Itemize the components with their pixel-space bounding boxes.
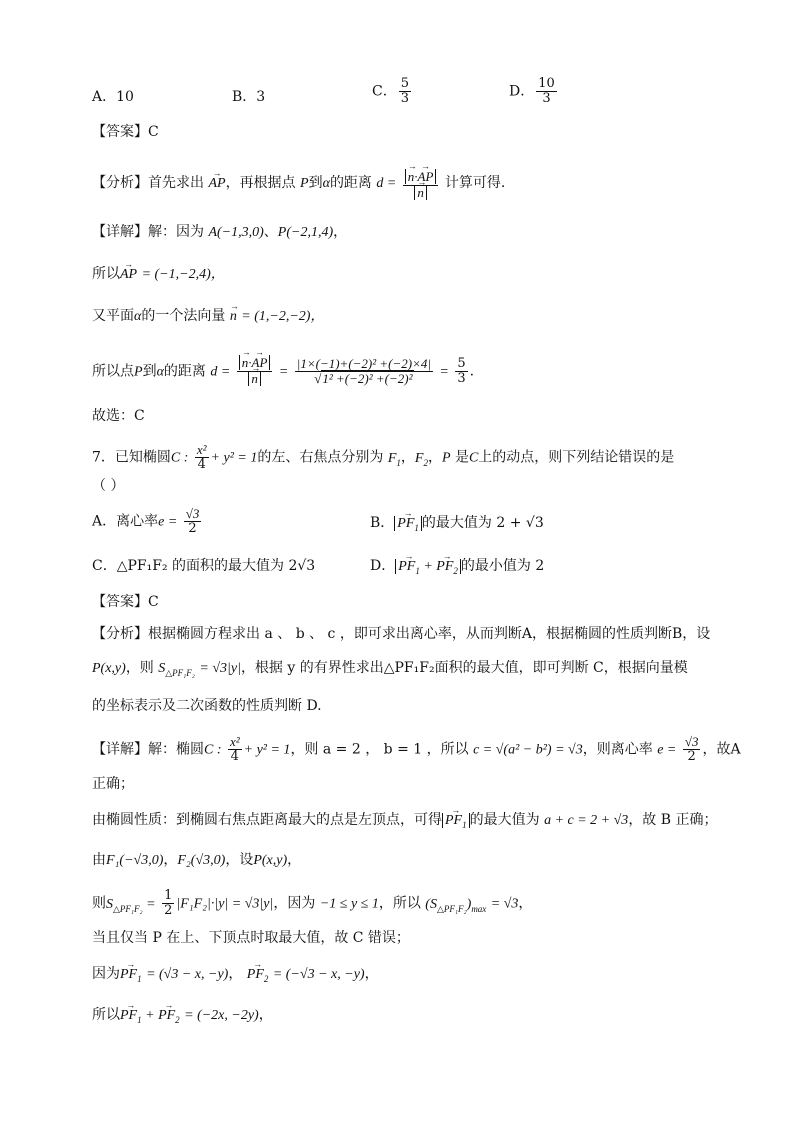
distance-denominator: 1² +(−2)² +(−2)²	[322, 371, 413, 386]
detail-text: ，因为	[273, 895, 316, 912]
separator: ，	[518, 895, 533, 912]
ellipse-denominator: 4	[230, 749, 239, 764]
q6-option-c-den: 3	[400, 91, 409, 106]
stem-text: 上的动点，则下列结论错误的是	[478, 449, 675, 466]
q6-answer	[92, 122, 702, 142]
area-expression: = √3|y|	[199, 661, 241, 676]
distance-numerator: |1×(−1)+(−2)² +(−2)×4|	[296, 356, 431, 371]
q6-option-d-den: 3	[542, 91, 551, 106]
separator: ，	[287, 852, 302, 868]
ellipse-equation-rest: + y² = 1	[210, 450, 258, 466]
q7-detail-3: 由椭圆性质：到椭圆右焦点距离最大的点是左顶点，可得→ $PF_1$ 的最大值为 a + c = 2 + √3，故 B 正确；	[92, 810, 702, 835]
q6-detail-4: 所以点P到α的距离 d = → n·→ AP → n = $\frac{\text{|1×(−1)+(−2)² +(−2)×4|}}{\text{√1² +(−2)² +(−2)²}}$ = $\frac{5}{3}$ .	[92, 356, 702, 387]
stem-text: 7．已知椭圆	[92, 449, 171, 466]
q6-option-a: A．10	[92, 89, 134, 105]
detail-text: 所以点	[92, 363, 134, 380]
q7-option-b: B．→ $PF_1$ 的最大值为 2 + √3	[370, 513, 544, 538]
q6-option-d	[509, 77, 559, 106]
ellipse-equation-rest: + y² = 1	[243, 742, 291, 758]
ellipse-numerator: x²	[196, 442, 207, 457]
analysis-text: 的距离	[329, 175, 372, 191]
q6-option-c	[372, 77, 413, 106]
analysis-text: 到	[308, 175, 323, 191]
stem-text: ，	[427, 449, 442, 466]
analysis-text: 根据椭圆方程求出 a 、 b 、 c ，即可求出离心率，从而判断A，根据椭圆的性质判断B，设	[148, 626, 711, 642]
answer-tag: 【答案】	[92, 594, 148, 610]
detail-text: ，则离心率	[582, 741, 653, 758]
max-area: = √3	[490, 896, 519, 912]
separator: ，	[364, 966, 379, 982]
c-value: c = √(a² − b²) = √3	[473, 742, 583, 758]
q7-option-d-text: 的最小值为 2	[460, 558, 545, 574]
q7-detail-7: 因为→ $PF_1 = (√3 - x$, −y)， → $PF_2 = (-√3 - x$, −y)，	[92, 964, 702, 989]
normal-vector-value: = (1,−2,−2)，	[241, 309, 325, 324]
y-range: −1 ≤ y ≤ 1	[319, 896, 379, 912]
detail-tag: 【详解】	[92, 741, 148, 758]
q7-option-d: D．→ $PF_1$ + → $PF_2$ 的最小值为 2	[370, 556, 544, 581]
answer-value: C	[148, 594, 159, 610]
q7-detail-4	[92, 850, 702, 871]
detail-text: 由椭圆性质：到椭圆右焦点距离最大的点是左顶点，可得	[92, 812, 442, 828]
detail-text: 解：因为	[148, 224, 204, 240]
analysis-text: ，则	[125, 660, 154, 676]
q7-detail-1: 【详解】解：椭圆C : $\frac{\text{x²}}{4}$ + y² = 1，则 a = 2 ， b = 1 ，所以 c = √(a² − b²) = √3，则离心率 e = $\frac{√3}{2}$ ，故A	[92, 734, 741, 764]
vector-ap-value: = (−1,−2,4)，	[141, 267, 225, 282]
q6-detail-1	[92, 222, 702, 243]
q7-option-b-text: 的最大值为 2 + √3	[421, 515, 544, 531]
detail-text: 解：椭圆	[148, 741, 204, 758]
detail-text: ，故 B 正确；	[628, 812, 718, 828]
ellipse-numerator: x²	[229, 734, 240, 749]
q6-option-b: B．3	[232, 89, 266, 105]
q7-paren: （ ）	[92, 478, 125, 494]
q6-conclusion: 故选：C	[92, 408, 145, 424]
detail-text: 所以	[92, 1007, 120, 1023]
analysis-text: 首先求出	[148, 175, 204, 191]
q7-option-c: C．△PF₁F₂ 的面积的最大值为 2√3	[92, 558, 316, 574]
q6-option-d-num: 10	[538, 76, 555, 91]
q7-detail-5: 则$S_{\triangle PF_1F_2}$ = $\frac{1}{2}$ |F₁F₂|·|y| = √3|y|，因为 −1 ≤ y ≤ 1，所以 $(S_{\triangle PF_1F_2})_{max} = √3$，	[92, 888, 533, 918]
analysis-text: ，再根据点	[225, 175, 296, 191]
q6-option-c-num: 5	[400, 76, 409, 91]
separator: ，	[228, 966, 243, 982]
detail-tag: 【详解】	[92, 224, 148, 240]
q7-option-a-label: A．离心率	[92, 513, 159, 530]
detail-text: 到	[142, 363, 157, 380]
q7-detail-2: 正确；	[92, 776, 134, 792]
q7-analysis-2: P(x,y)，则 $S_{\triangle PF_1F_2} = √3|y|$，根据 y 的有界性求出△PF₁F₂面积的最大值，即可判断 C，根据向量模	[92, 660, 688, 678]
vector-pf1: = (√3 − x, −y)	[146, 967, 229, 982]
q7-answer	[92, 592, 702, 612]
detail-text: ，故A	[702, 741, 741, 758]
analysis-text: ，根据 y 的有界性求出△PF₁F₂面积的最大值，即可判断 C，根据向量模	[240, 660, 688, 676]
vector-pf2: = (−√3 − x, −y)	[272, 967, 365, 982]
q7-detail-8: 所以→ $PF_1$ + → $PF_2 = (-2x$, −2y)，	[92, 1005, 702, 1030]
analysis-tag: 【分析】	[92, 626, 148, 642]
max-value: a + c = 2 + √3	[544, 813, 629, 828]
answer-tag: 【答案】	[92, 124, 148, 140]
detail-text: ，则 a = 2 ， b = 1 ，所以	[290, 741, 469, 758]
eccentricity-num: √3	[185, 506, 200, 521]
eccentricity-den: 2	[687, 749, 696, 764]
analysis-text: 计算可得.	[444, 175, 506, 191]
focus-f1: F₁(−√3,0)	[106, 853, 164, 868]
detail-text: ，	[333, 224, 348, 240]
stem-text: ，	[400, 449, 415, 466]
q7-stem: 7．已知椭圆C : $\frac{\text{x²}}{4}$ + y² = 1的左、右焦点分别为 $F_1$，$F_2$，P 是C上的动点，则下列结论错误的是	[92, 442, 675, 472]
q7-option-b-label: B．	[370, 515, 395, 531]
q7-option-d-label: D．	[370, 558, 396, 574]
detail-text: 所以	[92, 266, 120, 282]
area-formula: |F₁F₂|·|y| = √3|y|	[176, 896, 274, 912]
q7-analysis-3: 的坐标表示及二次函数的性质判断 D.	[92, 698, 322, 714]
analysis-tag: 【分析】	[92, 175, 148, 191]
separator: ，	[258, 1007, 273, 1023]
distance-result-den: 3	[457, 371, 466, 386]
distance-result-num: 5	[457, 356, 466, 371]
q6-detail-3: 又平面α的一个法向量 → n = (1,−2,−2)，	[92, 306, 702, 327]
detail-text: 的一个法向量	[141, 308, 226, 324]
q6-analysis: 【分析】首先求出 → AP，再根据点 P到α的距离 d = → n·→ AP → n 计算可得.	[92, 170, 702, 201]
stem-text: 的左、右焦点分别为	[257, 449, 384, 466]
point-p: P(−2,1,4)	[277, 225, 334, 240]
vector-sum: = (−2x, −2y)	[184, 1008, 259, 1023]
q7-analysis-1	[92, 624, 711, 644]
eccentricity-num: √3	[684, 734, 699, 749]
detail-text: ，所以	[378, 895, 421, 912]
eccentricity-den: 2	[188, 521, 197, 536]
detail-text: ，设	[225, 852, 254, 868]
point-a: A(−1,3,0)	[208, 225, 264, 240]
q6-option-d-label: D．	[509, 83, 535, 100]
focus-f2: F₂(√3,0)	[177, 853, 226, 868]
q7-detail-6: 当且仅当 P 在上、下顶点时取最大值，故 C 错误；	[92, 930, 410, 946]
detail-text: 则	[92, 895, 106, 912]
point-p: P(x,y)	[92, 661, 126, 676]
stem-text: 是	[454, 449, 469, 466]
answer-value: C	[148, 124, 159, 140]
detail-text: 因为	[92, 966, 120, 982]
detail-text: 的最大值为	[469, 812, 540, 828]
detail-text: 由	[92, 852, 106, 868]
detail-text: 的距离	[163, 363, 206, 380]
q6-detail-2: 所以→ AP = (−1,−2,4)，	[92, 264, 702, 285]
q6-option-c-label: C．	[372, 83, 397, 100]
separator: ，	[163, 852, 178, 868]
detail-text: 又平面	[92, 308, 134, 324]
q7-option-a: A．离心率e = $\frac{√3}{2}$	[92, 506, 200, 536]
point-p: P(x,y)	[253, 853, 288, 868]
separator: 、	[263, 224, 278, 240]
ellipse-denominator: 4	[197, 457, 206, 472]
